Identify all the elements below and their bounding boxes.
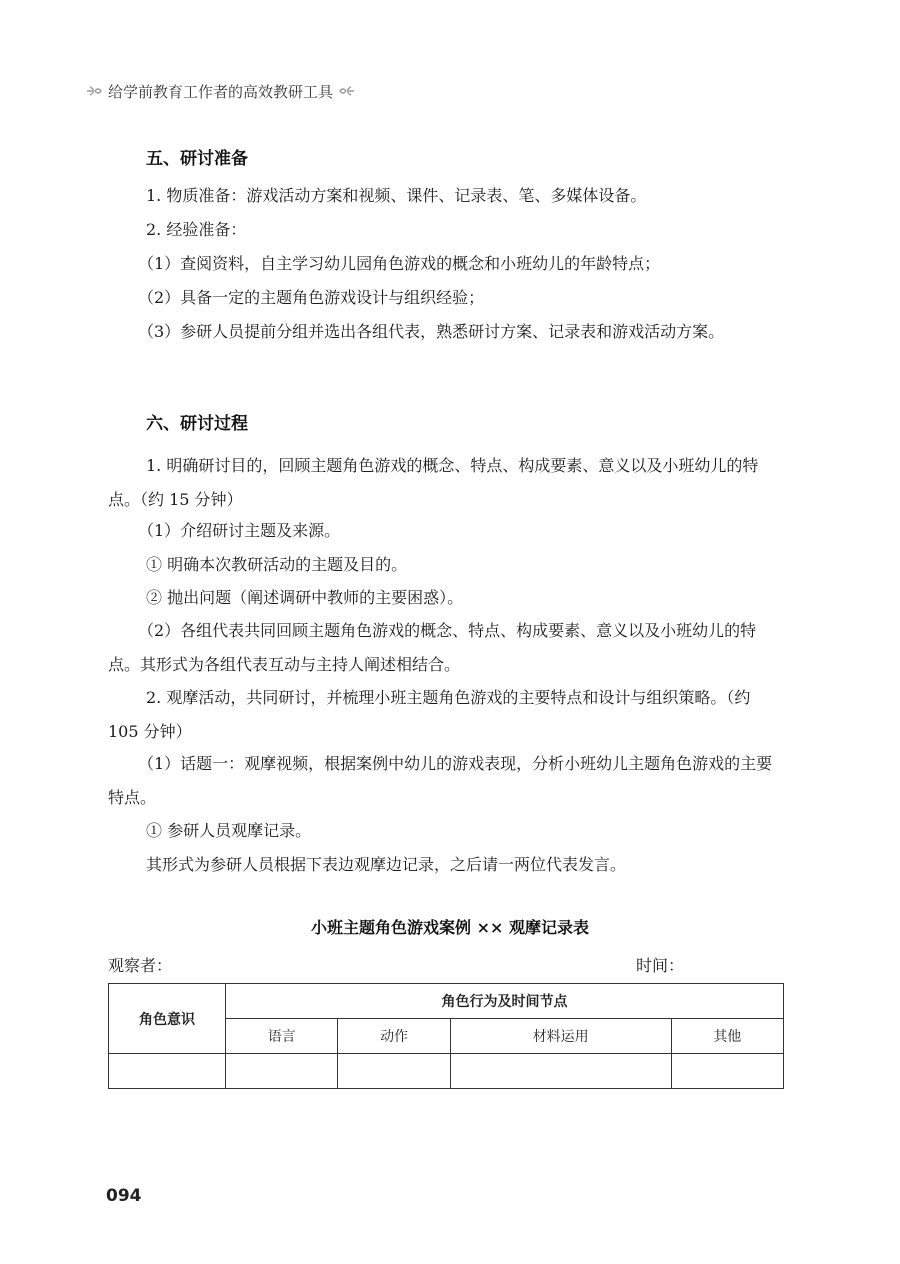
table-cell[interactable] — [109, 1054, 226, 1089]
table-cell[interactable] — [338, 1054, 450, 1089]
table-title: 小班主题角色游戏案例 ×× 观摩记录表 — [311, 918, 589, 937]
section6-item-1-1a: ① 明确本次教研活动的主题及目的。 — [146, 555, 408, 574]
subheader-action: 动作 — [338, 1019, 450, 1054]
time-label: 时间： — [636, 956, 685, 975]
table-cell[interactable] — [226, 1054, 338, 1089]
section6-item-1-2: （2）各组代表共同回顾主题角色游戏的概念、特点、构成要素、意义以及小班幼儿的特点。其形式为各组代表互动与主持人阐述相结合。 — [108, 621, 757, 674]
section-heading-5: 五、研讨准备 — [146, 149, 248, 169]
section6-item-2-1a: ① 参研人员观摩记录。 — [146, 821, 312, 840]
table-row — [109, 1054, 784, 1089]
section-heading-6: 六、研讨过程 — [146, 414, 248, 434]
section6-para-1: 1. 明确研讨目的，回顾主题角色游戏的概念、特点、构成要素、意义以及小班幼儿的特点。（约 15 分钟） — [108, 456, 759, 509]
page-number: 094 — [106, 1186, 142, 1206]
header-title: 给学前教育工作者的高效教研工具 — [108, 82, 334, 101]
header-role-awareness: 角色意识 — [109, 984, 226, 1054]
table-cell[interactable] — [450, 1054, 671, 1089]
observer-label: 观察者： — [108, 956, 173, 975]
section5-item-2: 2. 经验准备： — [146, 220, 247, 239]
section5-item-3: （1）查阅资料，自主学习幼儿园角色游戏的概念和小班幼儿的年龄特点； — [138, 254, 661, 273]
subheader-other: 其他 — [671, 1019, 783, 1054]
section6-item-2-1: （1）话题一：观摩视频，根据案例中幼儿的游戏表现，分析小班幼儿主题角色游戏的主要特点。 — [108, 754, 773, 807]
section5-item-4: （2）具备一定的主题角色游戏设计与组织经验； — [138, 288, 485, 307]
section6-note: 其形式为参研人员根据下表边观摩边记录，之后请一两位代表发言。 — [146, 855, 627, 874]
leaf-ornament-icon — [339, 83, 355, 99]
subheader-language: 语言 — [226, 1019, 338, 1054]
header-role-behavior: 角色行为及时间节点 — [226, 984, 784, 1019]
section6-item-1-1b: ② 抛出问题（阐述调研中教师的主要困惑）。 — [146, 588, 464, 607]
section6-para-2: 2. 观摩活动，共同研讨，并梳理小班主题角色游戏的主要特点和设计与组织策略。（约 105 分钟） — [108, 688, 751, 741]
section5-item-5: （3）参研人员提前分组并选出各组代表，熟悉研讨方案、记录表和游戏活动方案。 — [138, 322, 725, 341]
running-header — [86, 79, 355, 103]
observation-table — [108, 983, 784, 1089]
table-cell[interactable] — [671, 1054, 783, 1089]
section5-item-1: 1. 物质准备：游戏活动方案和视频、课件、记录表、笔、多媒体设备。 — [146, 186, 647, 205]
section6-item-1-1: （1）介绍研讨主题及来源。 — [138, 521, 341, 540]
leaf-ornament-icon — [86, 83, 102, 99]
subheader-material-use: 材料运用 — [450, 1019, 671, 1054]
